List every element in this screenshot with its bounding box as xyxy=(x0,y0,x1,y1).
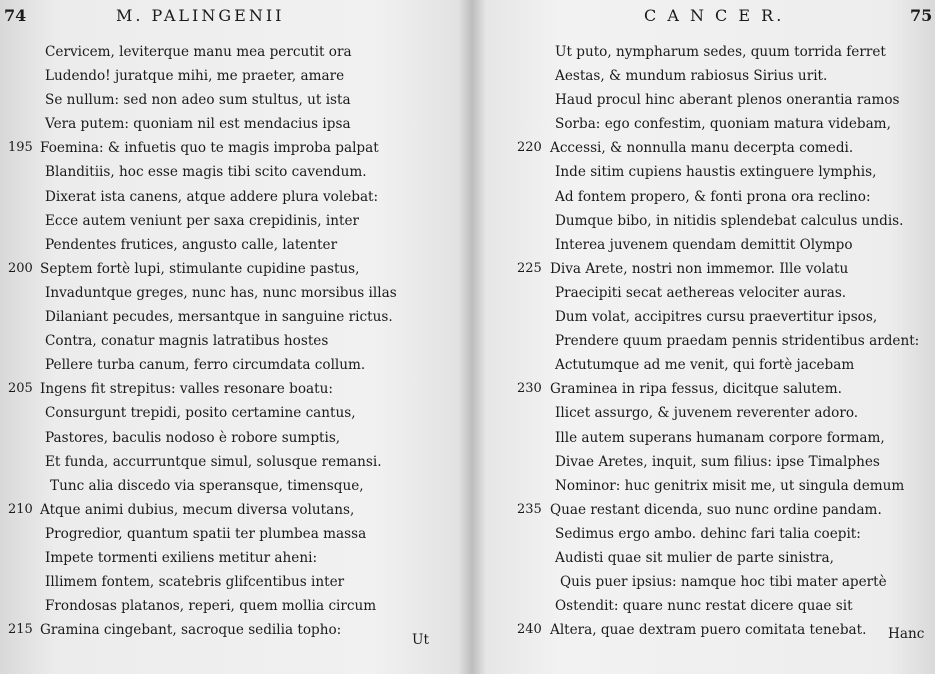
verse-text: Vera putem: quoniam nil est mendacius ipsa xyxy=(45,116,351,133)
verse-text: Ingens fit strepitus: valles resonare boatu: xyxy=(40,381,333,398)
page-number: 75 xyxy=(910,6,933,25)
verse-text: Cervicem, leviterque manu mea percutit ora xyxy=(45,44,352,60)
verse-line xyxy=(470,88,935,112)
line-number: 230 xyxy=(517,381,542,397)
verse-text: Consurgunt trepidi, posito certamine cantus, xyxy=(45,405,356,422)
verse-text: Dilaniant pecudes, mersantque in sanguine rictus. xyxy=(45,309,393,326)
verse-line xyxy=(0,570,468,594)
verse-text: Haud procul hinc aberant plenos onerantia ramos xyxy=(555,92,900,109)
verse-line xyxy=(470,353,935,377)
verse-line xyxy=(0,594,468,618)
verse-text: Invaduntque greges, nunc has, nunc morsibus illas xyxy=(45,284,397,301)
verse-text: Pellere turba canum, ferro circumdata collum. xyxy=(45,357,366,374)
verse-text: Altera, quae dextram puero comitata tenebat. xyxy=(550,622,867,639)
verse-text: Diva Arete, nostri non immemor. Ille volatu xyxy=(550,260,849,277)
verse-text: Accessi, & nonnulla manu decerpta comedi. xyxy=(550,140,854,157)
page-number: 74 xyxy=(4,6,27,25)
verse-text: Illimem fontem, scatebris glifcentibus inter xyxy=(45,574,345,591)
verse-line xyxy=(470,570,935,594)
verse-line xyxy=(0,112,468,136)
verse-text: Atque animi dubius, mecum diversa volutans, xyxy=(40,501,355,518)
verse-text: Tunc alia discedo via speransque, timensque, xyxy=(50,477,364,494)
verse-text: Et funda, accurruntque simul, solusque remansi. xyxy=(45,453,382,470)
verse-line xyxy=(470,522,935,546)
verse-line xyxy=(470,257,935,281)
line-number: 220 xyxy=(517,140,542,156)
verse-text: Impete tormenti exiliens metitur aheni: xyxy=(45,549,318,566)
catchword: Hanc xyxy=(888,626,925,642)
verse-text: Ille autem superans humanam corpore formam, xyxy=(555,429,885,446)
verse-text: Prendere quum praedam pennis stridentibus ardent: xyxy=(555,333,920,350)
verse-text: Progredior, quantum spatii ter plumbea massa xyxy=(45,525,367,542)
verse-line xyxy=(0,64,468,88)
verse-text: Ad fontem propero, & fonti prona ora reclino: xyxy=(555,188,871,205)
verse-line xyxy=(470,401,935,425)
verse-line xyxy=(470,426,935,450)
verse-line xyxy=(470,474,935,498)
verse-text: Quis puer ipsius: namque hoc tibi mater apertè xyxy=(560,574,887,591)
verse-line xyxy=(0,136,468,160)
verse-text: Actutumque ad me venit, qui fortè jacebam xyxy=(555,357,855,374)
right-page xyxy=(470,0,935,674)
verse-line xyxy=(0,233,468,257)
verse-line xyxy=(0,474,468,498)
verse-text: Foemina: & infuetis quo te magis improba palpat xyxy=(40,140,379,157)
verse-line xyxy=(0,377,468,401)
verse-text: Graminea in ripa fessus, dicitque salutem. xyxy=(550,381,842,398)
verse-text: Divae Aretes, inquit, sum filius: ipse Timalphes xyxy=(555,453,880,470)
verse-line xyxy=(0,450,468,474)
verse-text: Quae restant dicenda, suo nunc ordine pandam. xyxy=(550,501,882,518)
verse-text: Septem fortè lupi, stimulante cupidine pastus, xyxy=(40,260,360,277)
verse-text: Ludendo! juratque mihi, me praeter, amare xyxy=(45,68,345,85)
verse-line xyxy=(0,426,468,450)
verse-text: Sedimus ergo ambo. dehinc fari talia coepit: xyxy=(555,525,861,542)
verse-line xyxy=(0,40,468,64)
verse-line xyxy=(470,450,935,474)
verse-line xyxy=(0,618,468,642)
verse-line xyxy=(470,185,935,209)
line-number: 240 xyxy=(517,622,542,638)
catchword: Ut xyxy=(412,632,429,648)
verse-line xyxy=(0,498,468,522)
running-head: C A N C E R. xyxy=(644,6,785,25)
verse-text: Sorba: ego confestim, quoniam matura videbam, xyxy=(555,116,891,133)
verse-line xyxy=(470,305,935,329)
verse-text: Dum volat, accipitres cursu praevertitur ipsos, xyxy=(555,309,878,326)
line-number: 205 xyxy=(8,381,33,397)
verse-line xyxy=(470,594,935,618)
verse-text: Aestas, & mundum rabiosus Sirius urit. xyxy=(555,68,828,85)
line-number: 195 xyxy=(8,140,33,156)
verse-text: Ecce autem veniunt per saxa crepidinis, inter xyxy=(45,212,360,229)
line-number: 210 xyxy=(8,501,33,517)
verse-line xyxy=(0,209,468,233)
verse-text: Blanditiis, hoc esse magis tibi scito cavendum. xyxy=(45,164,367,181)
verse-line xyxy=(0,160,468,184)
verse-text: Se nullum: sed non adeo sum stultus, ut ista xyxy=(45,92,351,109)
line-number: 225 xyxy=(517,260,542,276)
line-number: 215 xyxy=(8,622,33,638)
verse-text: Praecipiti secat aethereas velociter auras. xyxy=(555,284,847,301)
verse-line xyxy=(470,64,935,88)
verse-text: Inde sitim cupiens haustis extinguere lymphis, xyxy=(555,164,877,181)
verse-text: Audisti quae sit mulier de parte sinistra, xyxy=(555,549,834,566)
running-head: M. PALINGENII xyxy=(116,6,285,25)
verse-text: Dixerat ista canens, atque addere plura volebat: xyxy=(45,188,379,205)
verse-line xyxy=(470,498,935,522)
verse-text: Ut puto, nympharum sedes, quum torrida ferret xyxy=(555,44,886,60)
verse-line xyxy=(470,546,935,570)
verse-line xyxy=(470,209,935,233)
verse-text: Pendentes frutices, angusto calle, latenter xyxy=(45,236,338,253)
verse-block xyxy=(0,40,468,642)
verse-line xyxy=(0,88,468,112)
verse-text: Ilicet assurgo, & juvenem reverenter adoro. xyxy=(555,405,859,422)
line-number: 200 xyxy=(8,260,33,276)
verse-text: Nominor: huc genitrix misit me, ut singula demum xyxy=(555,477,905,494)
verse-line xyxy=(470,377,935,401)
verse-line xyxy=(470,329,935,353)
verse-line xyxy=(470,160,935,184)
verse-line xyxy=(0,401,468,425)
verse-text: Pastores, baculis nodoso è robore sumptis, xyxy=(45,429,341,446)
verse-line xyxy=(0,281,468,305)
verse-line xyxy=(0,522,468,546)
line-number: 235 xyxy=(517,501,542,517)
verse-text: Interea juvenem quendam demittit Olympo xyxy=(555,236,853,253)
verse-line xyxy=(0,257,468,281)
verse-text: Contra, conatur magnis latratibus hostes xyxy=(45,333,329,350)
verse-line xyxy=(470,40,935,64)
verse-line xyxy=(0,329,468,353)
verse-line xyxy=(0,185,468,209)
verse-line xyxy=(470,618,935,642)
verse-line xyxy=(470,281,935,305)
verse-line xyxy=(470,112,935,136)
verse-text: Ostendit: quare nunc restat dicere quae sit xyxy=(555,598,853,615)
verse-block xyxy=(470,40,935,642)
verse-line xyxy=(470,136,935,160)
verse-line xyxy=(0,353,468,377)
verse-line xyxy=(0,305,468,329)
verse-line xyxy=(470,233,935,257)
verse-text: Frondosas platanos, reperi, quem mollia circum xyxy=(45,598,377,615)
verse-line xyxy=(0,546,468,570)
verse-text: Gramina cingebant, sacroque sedilia topho: xyxy=(40,622,342,639)
verse-text: Dumque bibo, in nitidis splendebat calculus undis. xyxy=(555,212,904,229)
